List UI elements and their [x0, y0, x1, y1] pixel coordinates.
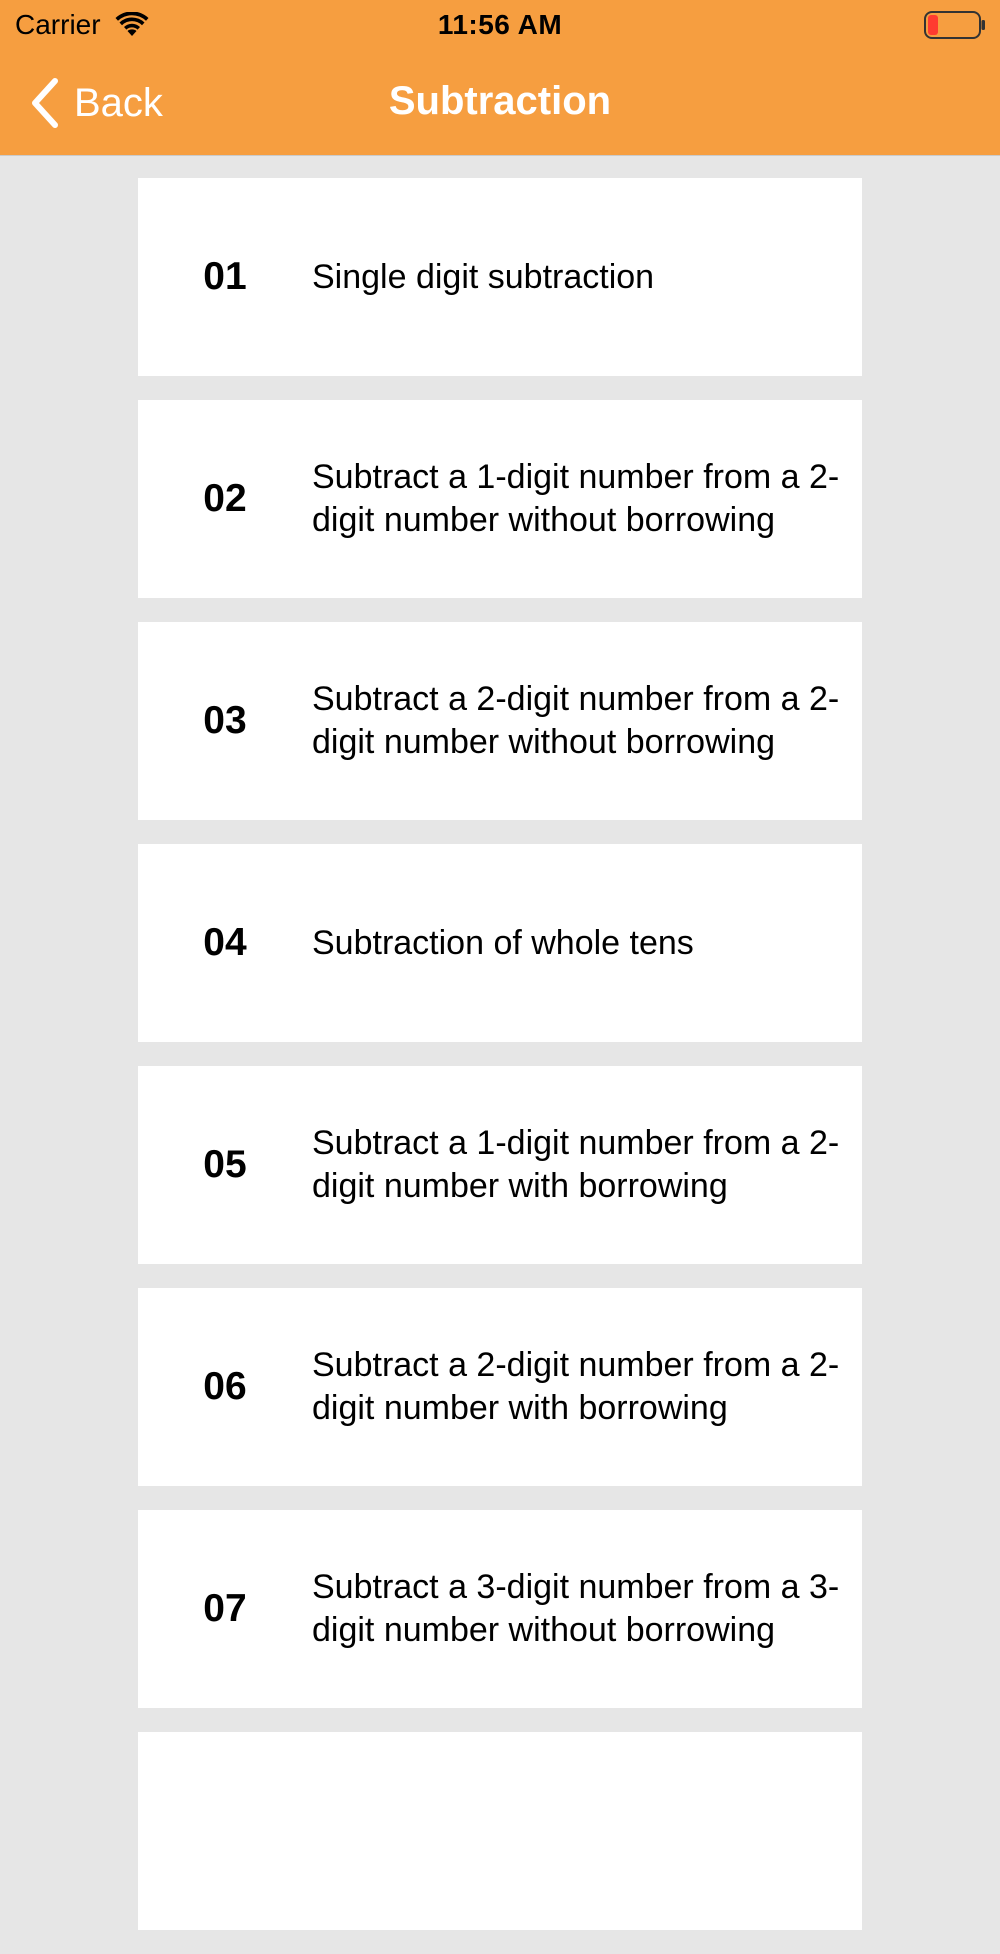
battery-low-icon — [924, 11, 986, 39]
lesson-number: 07 — [203, 1587, 247, 1630]
navigation-bar — [0, 52, 1000, 155]
lesson-title: Subtract a 1-digit number from a 2-digit number without borrowing — [312, 458, 840, 539]
lesson-title: Single digit subtraction — [312, 257, 655, 296]
lesson-title: Subtract a 2-digit number from a 2-digit number with borrowing — [312, 1346, 840, 1427]
lesson-title: Subtract a 2-digit number from a 2-digit number without borrowing — [312, 680, 840, 761]
lesson-number: 05 — [203, 1143, 247, 1186]
status-time: 11:56 AM — [437, 9, 563, 40]
lesson-card-08[interactable] — [138, 1732, 862, 1930]
carrier-label: Carrier — [15, 9, 101, 40]
header — [0, 0, 1000, 155]
lesson-number: 01 — [203, 255, 247, 298]
lesson-card-05[interactable] — [138, 1066, 862, 1264]
lesson-card-01[interactable] — [138, 178, 862, 376]
back-label: Back — [74, 80, 163, 125]
lesson-number — [138, 1732, 312, 1930]
lesson-number: 02 — [203, 477, 247, 520]
lesson-card-02[interactable] — [138, 400, 862, 598]
lesson-title: Subtract a 3-digit number from a 3-digit number without borrowing — [312, 1568, 840, 1649]
lesson-number: 06 — [203, 1365, 247, 1408]
lesson-title: Subtraction of whole tens — [312, 923, 694, 962]
lesson-card-04[interactable] — [138, 844, 862, 1042]
lesson-list — [138, 178, 862, 1954]
lesson-number: 04 — [203, 921, 247, 964]
lesson-card-07[interactable] — [138, 1510, 862, 1708]
page-title: Subtraction — [388, 79, 612, 123]
status-bar — [0, 0, 1000, 52]
lesson-number: 03 — [203, 699, 247, 742]
lesson-card-03[interactable] — [138, 622, 862, 820]
lesson-card-06[interactable] — [138, 1288, 862, 1486]
lesson-title: Subtract a 1-digit number from a 2-digit number with borrowing — [312, 1124, 840, 1205]
